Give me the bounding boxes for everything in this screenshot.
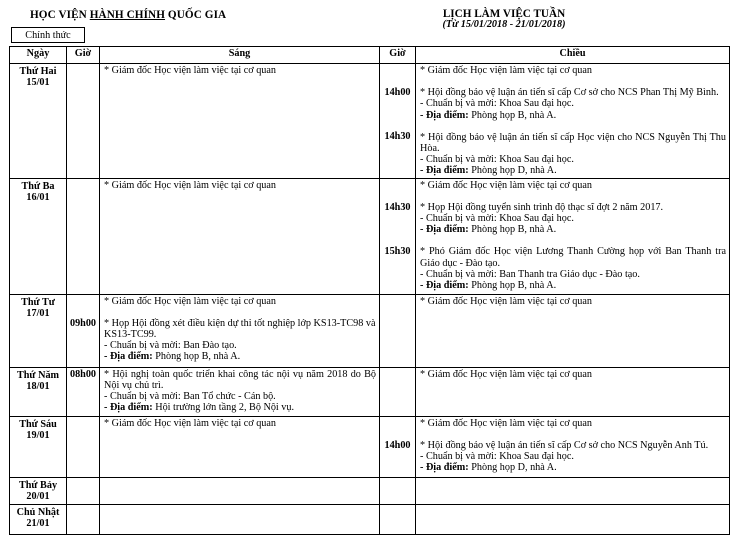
table-row-saturday	[10, 477, 730, 504]
morning-cell	[100, 294, 380, 367]
location-label: - Địa điểm:	[420, 224, 472, 236]
schedule-table	[9, 46, 730, 535]
event-time: 08h00	[69, 368, 97, 380]
morning-item: * Giám đốc Học viện làm việc tại cơ quan	[104, 179, 277, 191]
event-time: 09h00	[69, 317, 97, 329]
day-date: 15/01	[26, 77, 50, 89]
event-description: * Hội đồng bảo vệ luận án tiến sĩ cấp Học viện cho NCS Nguyễn Thị Thu Hòa.	[420, 131, 726, 155]
event-prep	[420, 98, 726, 109]
day-date: 20/01	[26, 490, 50, 502]
prep-value: Khoa Sau đại học.	[499, 154, 574, 166]
morning-time-cell	[67, 477, 100, 504]
event-prep	[420, 451, 726, 462]
morning-item: * Giám đốc Học viện làm việc tại cơ quan	[104, 417, 277, 429]
event-location	[420, 224, 726, 235]
org-prefix: HỌC VIỆN	[30, 9, 90, 21]
location-value: Phòng họp B, nhà A.	[471, 109, 557, 121]
afternoon-time-cell	[380, 477, 416, 504]
event-location	[420, 110, 726, 121]
day-cell	[10, 294, 67, 367]
prep-label: - Chuẩn bị và mời:	[420, 98, 500, 110]
prep-value: Khoa Sau đại học.	[499, 98, 574, 110]
location-label: - Địa điểm:	[420, 462, 472, 474]
table-row-wednesday	[10, 294, 730, 367]
location-value: Phòng họp D, nhà A.	[471, 165, 557, 177]
day-name: Chủ Nhật	[16, 507, 60, 519]
schedule-heading	[425, 8, 583, 30]
day-cell	[10, 416, 67, 477]
col-header-time-afternoon: Giờ	[380, 47, 416, 64]
prep-value: Ban Đào tạo.	[183, 340, 237, 352]
event-location	[420, 280, 726, 291]
event-description: * Phó Giám đốc Học viện Lương Thanh Cường họp với Ban Thanh tra Giáo dục - Đào tạo.	[420, 246, 726, 269]
status-badge: Chính thức	[11, 27, 85, 43]
day-cell	[10, 505, 67, 535]
event-prep	[420, 213, 726, 224]
afternoon-cell	[416, 416, 730, 477]
location-value: Phòng họp B, nhà A.	[471, 224, 557, 236]
location-label: - Địa điểm:	[420, 109, 472, 121]
event-time: 14h30	[384, 201, 411, 213]
schedule-date-range: (Từ 15/01/2018 - 21/01/2018)	[442, 19, 566, 30]
day-date: 21/01	[26, 518, 50, 530]
event-prep	[420, 269, 726, 280]
afternoon-intro: * Giám đốc Học viện làm việc tại cơ quan	[420, 295, 593, 307]
col-header-afternoon: Chiều	[416, 47, 730, 64]
event-time: 15h30	[384, 245, 411, 257]
event-description: * Hội đồng bảo vệ luận án tiến sĩ cấp Cơ sở cho NCS Phan Thị Mỹ Bình.	[420, 87, 719, 99]
event-location	[104, 402, 376, 413]
morning-time-cell	[67, 64, 100, 179]
morning-time-cell	[67, 505, 100, 535]
day-name: Thứ Tư	[21, 296, 55, 308]
col-header-time-morning: Giờ	[67, 47, 100, 64]
location-label: - Địa điểm:	[420, 165, 472, 177]
event-prep	[104, 340, 376, 351]
morning-cell	[100, 477, 380, 504]
table-row-friday	[10, 416, 730, 477]
morning-intro: * Giám đốc Học viện làm việc tại cơ quan	[104, 295, 277, 307]
prep-value: Khoa Sau đại học.	[499, 451, 574, 463]
event-location	[420, 462, 726, 473]
org-suffix: QUỐC GIA	[165, 9, 227, 21]
morning-time-cell	[67, 416, 100, 477]
day-date: 18/01	[26, 380, 50, 392]
afternoon-cell	[416, 294, 730, 367]
afternoon-cell	[416, 505, 730, 535]
location-value: Phòng họp D, nhà A.	[471, 462, 557, 474]
location-value: Phòng họp B, nhà A.	[471, 280, 557, 292]
table-header-row	[10, 47, 730, 64]
col-header-day: Ngày	[10, 47, 67, 64]
day-name: Thứ Hai	[19, 66, 57, 77]
organization-name	[30, 9, 226, 21]
prep-label: - Chuẩn bị và mời:	[104, 391, 184, 403]
afternoon-cell	[416, 477, 730, 504]
afternoon-intro: * Giám đốc Học viện làm việc tại cơ quan	[420, 368, 593, 380]
event-prep	[104, 391, 376, 402]
day-cell	[10, 477, 67, 504]
day-cell	[10, 64, 67, 179]
day-name: Thứ Sáu	[19, 418, 57, 430]
location-label: - Địa điểm:	[104, 351, 156, 363]
day-date: 19/01	[26, 429, 50, 441]
afternoon-time-cell	[380, 294, 416, 367]
event-time: 14h00	[384, 439, 411, 451]
event-time: 14h30	[384, 131, 411, 143]
prep-value: Ban Tổ chức - Cán bộ.	[183, 391, 276, 403]
schedule-title: LỊCH LÀM VIỆC TUẦN	[442, 8, 566, 20]
afternoon-cell	[416, 367, 730, 416]
morning-cell	[100, 416, 380, 477]
prep-label: - Chuẩn bị và mời:	[104, 340, 184, 352]
event-location	[104, 351, 376, 362]
day-date: 17/01	[26, 307, 50, 319]
morning-time-cell	[67, 178, 100, 294]
location-label: - Địa điểm:	[104, 402, 156, 414]
morning-time-cell	[67, 294, 100, 367]
table-row-monday	[10, 64, 730, 179]
afternoon-time-cell	[380, 505, 416, 535]
day-name: Thứ Ba	[21, 180, 55, 192]
prep-label: - Chuẩn bị và mời:	[420, 154, 500, 166]
afternoon-cell	[416, 64, 730, 179]
table-row-tuesday	[10, 178, 730, 294]
event-prep	[420, 154, 726, 165]
morning-cell	[100, 367, 380, 416]
location-value: Hội trường lớn tầng 2, Bộ Nội vụ.	[155, 402, 295, 414]
col-header-morning: Sáng	[100, 47, 380, 64]
morning-item: * Giám đốc Học viện làm việc tại cơ quan	[104, 65, 277, 76]
event-description: * Họp Hội đồng tuyển sinh trình độ thạc sĩ đợt 2 năm 2017.	[420, 201, 664, 213]
morning-cell	[100, 178, 380, 294]
afternoon-intro: * Giám đốc Học viện làm việc tại cơ quan	[420, 179, 593, 191]
prep-value: Ban Thanh tra Giáo dục - Đào tạo.	[499, 268, 640, 280]
prep-label: - Chuẩn bị và mời:	[420, 268, 500, 280]
afternoon-time-cell	[380, 64, 416, 179]
day-cell	[10, 367, 67, 416]
table-row-sunday	[10, 505, 730, 535]
morning-cell	[100, 505, 380, 535]
day-name: Thứ Bảy	[18, 479, 58, 491]
event-description: * Họp Hội đồng xét điều kiện dự thi tốt nghiệp lớp KS13-TC98 và KS13-TC99.	[104, 317, 376, 341]
location-label: - Địa điểm:	[420, 280, 472, 292]
org-underlined: HÀNH CHÍNH	[89, 9, 166, 21]
afternoon-time-cell	[380, 178, 416, 294]
afternoon-intro: * Giám đốc Học viện làm việc tại cơ quan	[420, 65, 593, 76]
morning-time-cell	[67, 367, 100, 416]
event-description: * Hội nghị toàn quốc triển khai công tác nội vụ năm 2018 do Bộ Nội vụ chủ trì.	[104, 368, 376, 391]
event-time: 14h00	[384, 87, 411, 98]
afternoon-time-cell	[380, 367, 416, 416]
event-description: * Hội đồng bảo vệ luận án tiến sĩ cấp Cơ sở cho NCS Nguyễn Anh Tú.	[420, 439, 709, 451]
afternoon-cell	[416, 178, 730, 294]
afternoon-time-cell	[380, 416, 416, 477]
day-date: 16/01	[26, 191, 50, 203]
morning-cell	[100, 64, 380, 179]
location-value: Phòng họp B, nhà A.	[155, 351, 241, 363]
day-name: Thứ Năm	[16, 369, 60, 381]
prep-value: Khoa Sau đại học.	[499, 213, 574, 225]
event-location	[420, 165, 726, 176]
table-row-thursday	[10, 367, 730, 416]
day-cell	[10, 178, 67, 294]
prep-label: - Chuẩn bị và mời:	[420, 451, 500, 463]
prep-label: - Chuẩn bị và mời:	[420, 213, 500, 225]
afternoon-intro: * Giám đốc Học viện làm việc tại cơ quan	[420, 417, 593, 429]
